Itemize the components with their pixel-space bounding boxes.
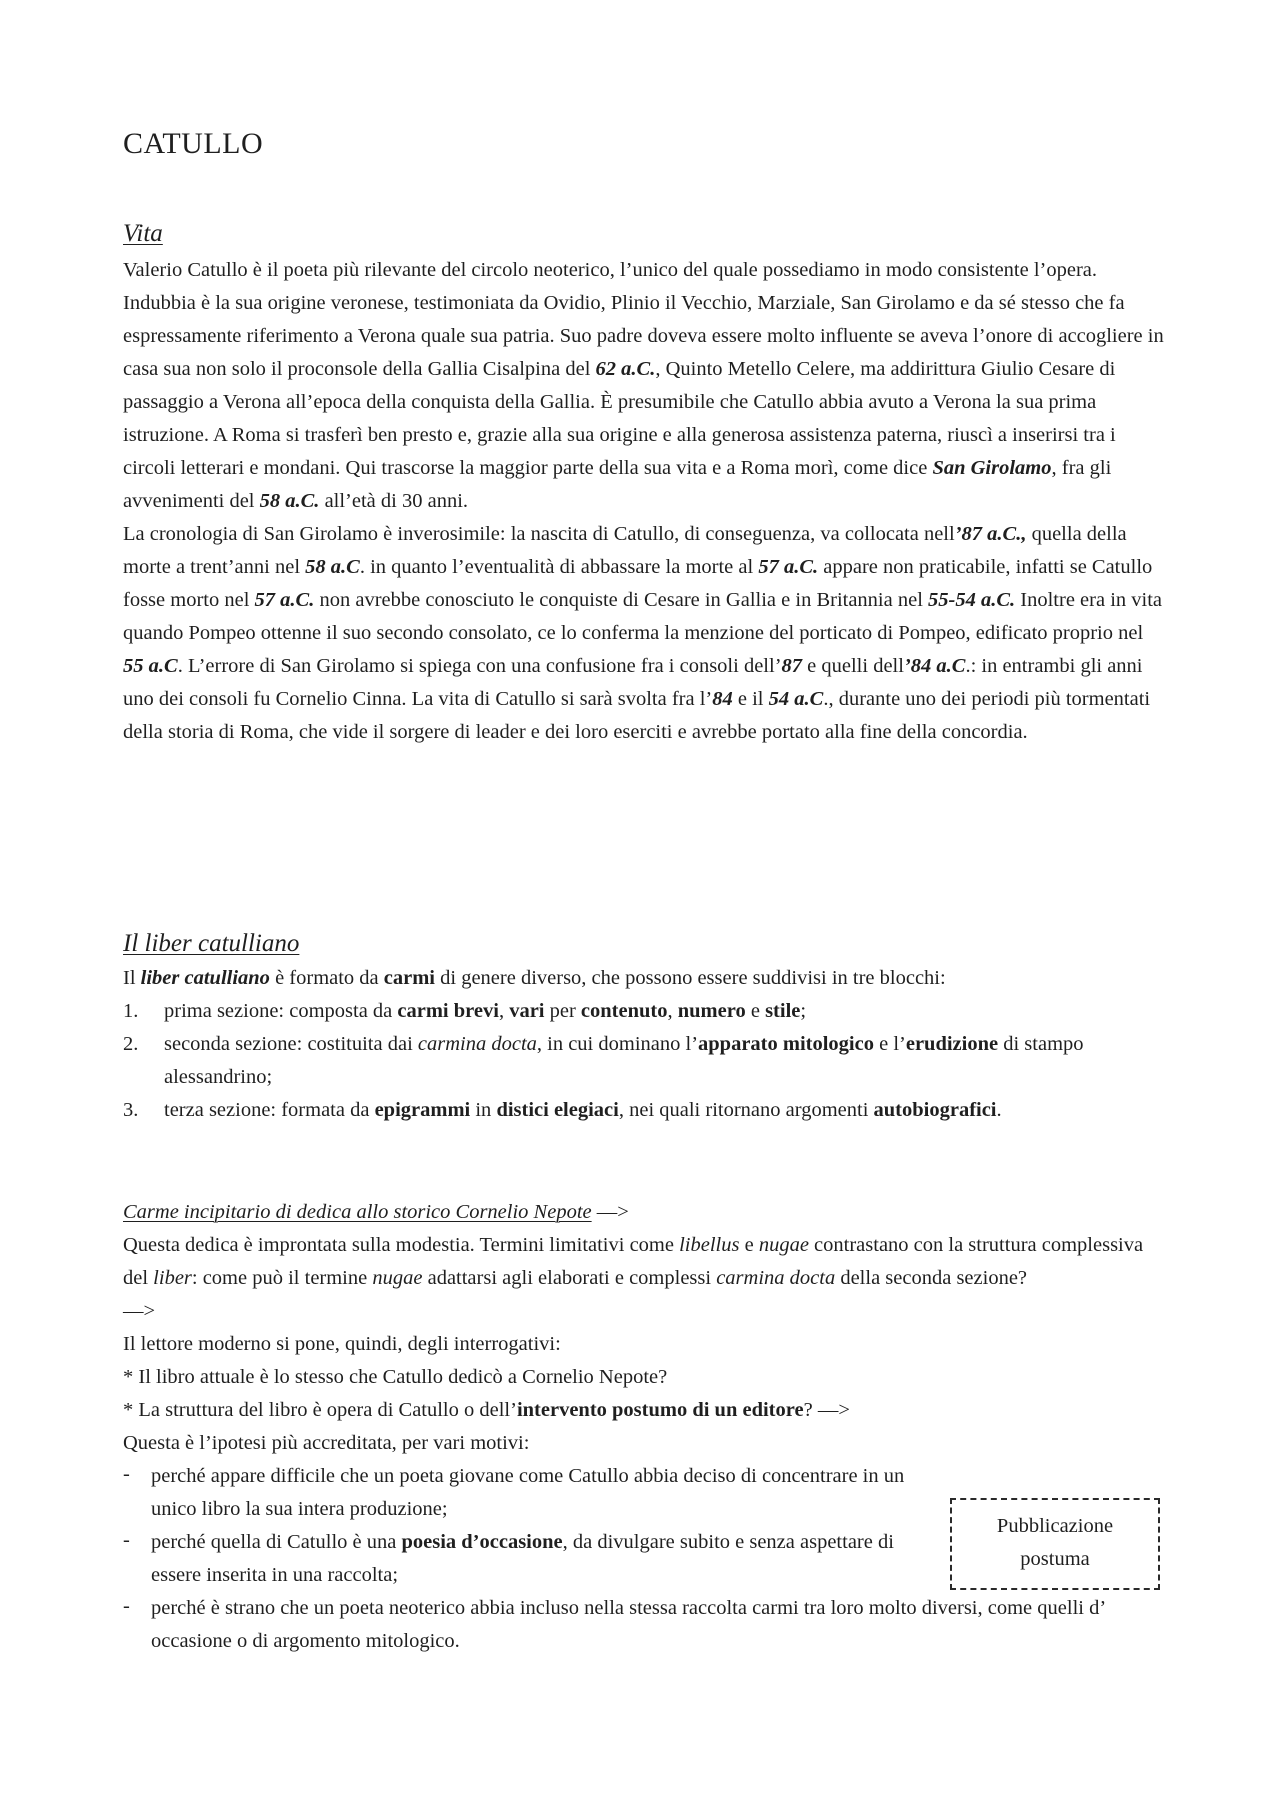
list-number: 3. — [123, 1099, 139, 1121]
bold-italic-text: 55 a.C — [123, 655, 178, 677]
list-dash: - — [123, 1595, 130, 1617]
box-line-2: postuma — [1020, 1548, 1090, 1570]
bold-text: poesia d’occasione — [401, 1531, 563, 1553]
bold-italic-text: ’84 a.C — [903, 655, 966, 677]
text-run: Questa dedica è improntata sulla modestia. Termini limitativi come — [123, 1234, 680, 1256]
text-run: ; — [800, 1000, 807, 1022]
text-run: in — [470, 1099, 497, 1121]
bold-italic-text: 58 a.C — [305, 556, 360, 578]
text-run: perché appare difficile che un poeta giovane come Catullo abbia deciso di concentrare in un unico libro la sua intera produzione; — [151, 1465, 905, 1520]
bold-italic-text: 57 a.C. — [758, 556, 819, 578]
text-run: perché è strano che un poeta neoterico abbia incluso nella stessa raccolta carmi tra loro molto diversi, come quelli d’ occasione o di argomento mitologico. — [151, 1597, 1105, 1652]
arrow-line: —> — [123, 1300, 156, 1322]
bold-text: stile — [765, 1000, 801, 1022]
text-run: della seconda sezione? — [835, 1267, 1028, 1289]
text-run: terza sezione: formata da — [164, 1099, 375, 1121]
text-run: non avrebbe conosciuto le conquiste di Cesare in Gallia e in Britannia nel — [314, 589, 929, 611]
text-run: per — [544, 1000, 581, 1022]
question-1: * Il libro attuale è lo stesso che Catullo dedicò a Cornelio Nepote? — [123, 1366, 668, 1388]
text-run: e l’ — [873, 1033, 906, 1055]
list-item-text — [164, 1099, 1002, 1121]
text-run: Inoltre era in vita quando Pompeo ottenne il suo secondo consolato, ce lo conferma la menzione del porticato di Pompeo, edificato proprio nel — [123, 589, 1163, 644]
carme-paragraph-3: Questa è l’ipotesi più accreditata, per vari motivi: — [123, 1432, 530, 1454]
list-dash: - — [123, 1529, 130, 1551]
text-run: seconda sezione: costituita dai — [164, 1033, 418, 1055]
italic-text: nugae — [372, 1267, 423, 1289]
document-title: CATULLO — [123, 127, 264, 160]
text-run: ., durante uno dei periodi più tormentati della storia di Roma, che vide il sorgere di leader e dei loro eserciti e avrebbe portato alla fine della concordia. — [123, 688, 1151, 743]
bold-text: carmi — [383, 967, 436, 989]
list-number: 1. — [123, 1000, 139, 1022]
text-run: Il — [123, 967, 141, 989]
list-item — [123, 1460, 951, 1526]
text-run: quella della morte a trent’anni nel — [123, 523, 1127, 578]
text-run: e quelli dell — [802, 655, 904, 677]
text-run: , in cui dominano l’ — [536, 1033, 699, 1055]
bold-italic-text: 84 — [712, 688, 733, 710]
list-item — [123, 1094, 1168, 1127]
text-run: , — [667, 1000, 678, 1022]
reasons-list — [123, 1460, 1105, 1658]
arrow-glyph: —> — [591, 1201, 629, 1223]
vita-paragraph-2 — [123, 518, 1168, 749]
bold-italic-text: 58 a.C. — [259, 490, 320, 512]
list-item-text — [151, 1531, 894, 1586]
text-run: Valerio Catullo è il poeta più rilevante del circolo neoterico, l’unico del quale possediamo in modo consistente l’opera. Indubbia è la sua origine veronese, testimoniata da Ovidio, Plinio il Vecchio, Marziale, San Girolamo e da sé stesso che fa espressamente riferimento a Verona quale sua patria. Suo padre doveva essere molto influente se aveva l’onore di accogliere in casa sua non solo il proconsole della Gallia Cisalpina del — [123, 259, 1164, 380]
text-run: e — [745, 1000, 766, 1022]
section-liber-body — [123, 962, 1168, 1127]
bold-text: contenuto — [580, 1000, 668, 1022]
carme-subheading: Carme incipitario di dedica allo storico Cornelio Nepote — [123, 1201, 592, 1223]
bold-italic-text: ’87 a.C., — [954, 523, 1027, 545]
italic-text: carmina docta — [417, 1033, 537, 1055]
bold-text: erudizione — [905, 1033, 999, 1055]
italic-text: liber — [153, 1267, 192, 1289]
list-item — [123, 1526, 921, 1592]
text-run: . in quanto l’eventualità di abbassare la morte al — [359, 556, 759, 578]
list-item — [123, 1028, 1168, 1094]
italic-text: nugae — [758, 1234, 809, 1256]
text-run: .: in entrambi gli anni uno dei consoli fu Cornelio Cinna. La vita di Catullo si sarà svolta fra l’ — [123, 655, 1143, 710]
list-item-text — [164, 1000, 806, 1022]
bold-italic-text: 87 — [781, 655, 803, 677]
bold-italic-text: 62 a.C. — [595, 358, 656, 380]
text-run: è formato da — [269, 967, 384, 989]
bold-italic-text: 55-54 a.C. — [928, 589, 1016, 611]
text-run: prima sezione: composta da — [164, 1000, 398, 1022]
text-run: , nei quali ritornano argomenti — [618, 1099, 874, 1121]
bold-italic-text: liber catulliano — [140, 967, 270, 989]
vita-paragraph-1 — [123, 254, 1168, 518]
list-item — [123, 995, 1168, 1028]
postumous-publication-box — [950, 1498, 1160, 1590]
text-run: , — [498, 1000, 510, 1022]
bold-text: distici elegiaci — [496, 1099, 619, 1121]
text-run: adattarsi agli elaborati e complessi — [422, 1267, 717, 1289]
text-run: . L’errore di San Girolamo si spiega con una confusione fra i consoli dell’ — [177, 655, 782, 677]
text-run: , Quinto Metello Celere, ma addirittura Giulio Cesare di passaggio a Verona all’epoca della conquista della Gallia. È presumibile che Catullo abbia avuto a Verona la sua prima istruzione. A Roma si trasferì ben presto e, grazie alla sua origine e alla generosa assistenza paterna, riuscì a inserirsi tra i circoli letterari e mondani. Qui trascorse la maggior parte della sua vita e a Roma morì, come dice — [123, 358, 1116, 479]
carme-paragraph-1 — [123, 1229, 1168, 1295]
liber-intro — [123, 962, 1168, 995]
italic-text: libellus — [679, 1234, 740, 1256]
list-item-text — [151, 1465, 904, 1520]
section-vita-body — [123, 254, 1168, 749]
text-run: La cronologia di San Girolamo è inverosimile: la nascita di Catullo, di conseguenza, va collocata nell — [123, 523, 955, 545]
list-item — [123, 1592, 1161, 1658]
bold-text: carmi brevi — [397, 1000, 499, 1022]
text-run: di genere diverso, che possono essere suddivisi in tre blocchi: — [435, 967, 946, 989]
text-run: contrastano con la struttura complessiva del — [123, 1234, 1144, 1289]
carme-subheading-line — [123, 1196, 1073, 1229]
text-run: e il — [732, 688, 769, 710]
text-run: e — [739, 1234, 759, 1256]
carme-paragraph-2: Il lettore moderno si pone, quindi, degli interrogativi: — [123, 1333, 561, 1355]
list-item-text — [151, 1597, 1105, 1652]
bold-italic-text: 54 a.C — [768, 688, 824, 710]
text-run: : come può il termine — [191, 1267, 373, 1289]
text-run: all’età di 30 anni. — [319, 490, 469, 512]
liber-sections-list — [123, 995, 1168, 1127]
text-run: di stampo alessandrino; — [164, 1033, 1084, 1088]
italic-text: carmina docta — [716, 1267, 836, 1289]
text-run: ? —> — [803, 1399, 850, 1421]
list-dash: - — [123, 1463, 130, 1485]
question-2 — [123, 1394, 1073, 1427]
section-heading-liber: Il liber catulliano — [123, 930, 300, 957]
bold-text: vari — [509, 1000, 545, 1022]
box-line-1: Pubblicazione — [996, 1515, 1114, 1537]
text-run: appare non praticabile, infatti se Catullo fosse morto nel — [123, 556, 1153, 611]
bold-text: intervento postumo di un editore — [516, 1399, 804, 1421]
section-heading-vita: Vita — [123, 220, 163, 247]
bold-italic-text: San Girolamo — [932, 457, 1052, 479]
section-carme-body — [123, 1196, 1144, 1658]
text-run: , da divulgare subito e senza aspettare di essere inserita in una raccolta; — [151, 1531, 894, 1586]
bold-italic-text: 57 a.C. — [254, 589, 315, 611]
bold-text: apparato mitologico — [698, 1033, 874, 1055]
bold-text: numero — [677, 1000, 746, 1022]
list-number: 2. — [123, 1033, 139, 1055]
text-run: * La struttura del libro è opera di Catullo o dell’ — [123, 1399, 517, 1421]
text-run: . — [996, 1099, 1002, 1121]
list-item-text — [164, 1033, 1084, 1088]
bold-text: epigrammi — [374, 1099, 471, 1121]
bold-text: autobiografici — [873, 1099, 997, 1121]
text-run: perché quella di Catullo è una — [151, 1531, 402, 1553]
text-run: , fra gli avvenimenti del — [123, 457, 1112, 512]
